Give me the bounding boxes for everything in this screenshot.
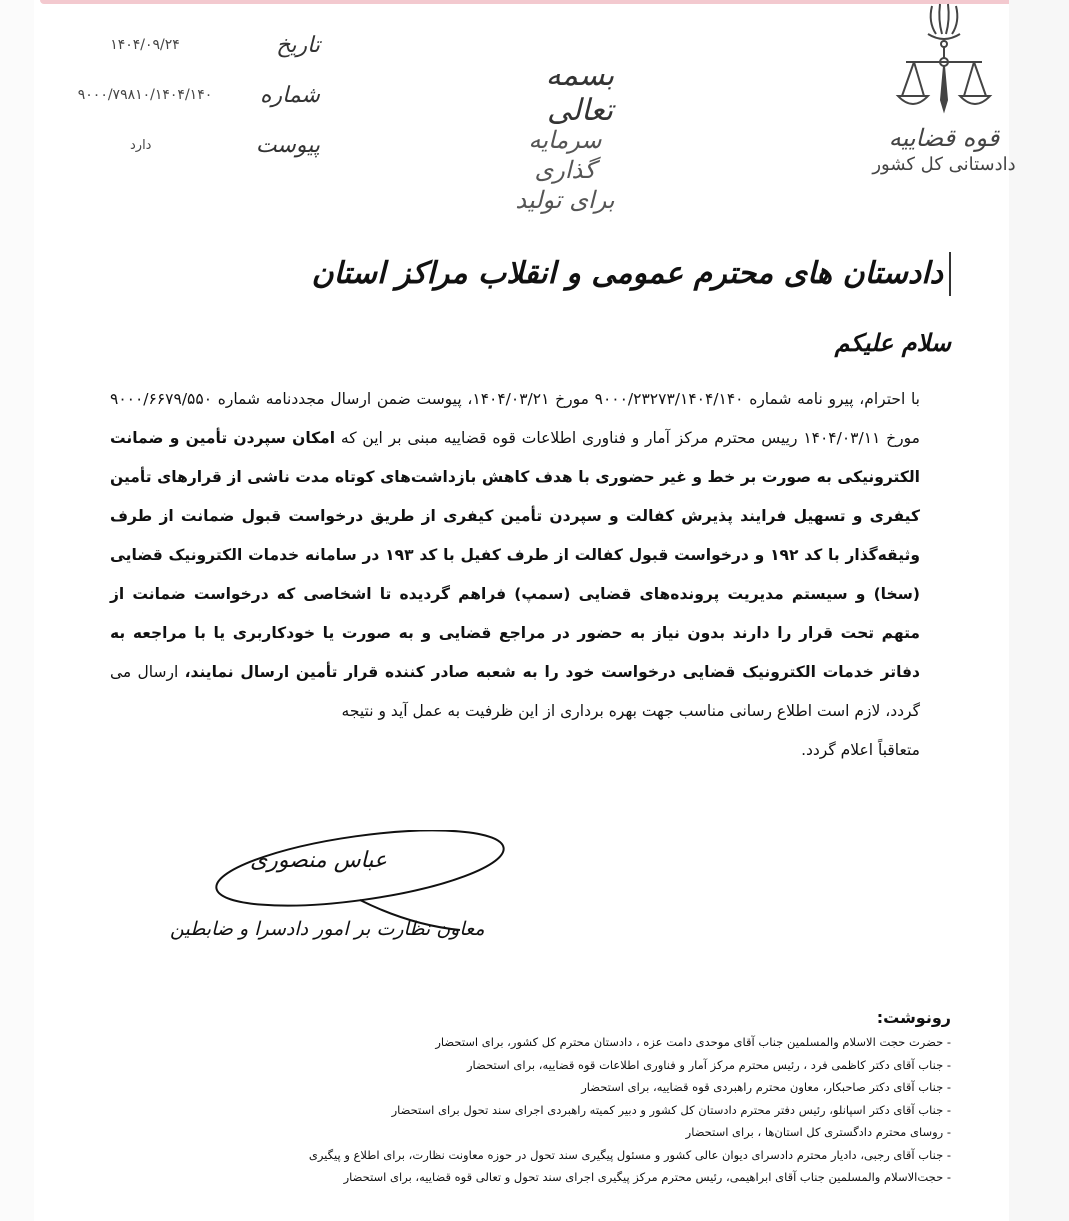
scan-margin-left: [0, 0, 34, 1221]
addressee: دادستان های محترم عمومی و انقلاب مراکز استان: [312, 252, 951, 296]
attachment-row: [40, 128, 320, 162]
letter-body: [110, 380, 920, 770]
cc-item: - حجت‌الاسلام والمسلمین جناب آقای ابراهیمی، رئیس محترم مرکز پیگیری اجرای سند تحول و تعالی قوه قضاییه، برای استحضار: [343, 1170, 951, 1184]
judiciary-emblem: [859, 0, 1029, 175]
emblem-department: دادستانی کل کشور: [872, 154, 1016, 175]
number-label: شماره: [259, 82, 320, 108]
year-motto: سرمایه گذاری برای تولید: [515, 126, 615, 214]
cc-item: - روسای محترم دادگستری کل استان‌ها ، برای استحضار: [685, 1125, 951, 1139]
signature-block: [160, 830, 560, 950]
cc-item: - جناب آقای رجبی، دادیار محترم دادسرای دیوان عالی کشور و مسئول پیگیری سند تحول در حوزه معاونت نظارت، برای اطلاع و پیگیری: [308, 1147, 951, 1162]
letter-meta: [40, 28, 320, 178]
scan-margin-right: [1009, 0, 1069, 1221]
attachment-value: دارد: [130, 137, 152, 153]
cc-item: - حضرت حجت الاسلام والمسلمین جناب آقای موحدی دامت عزه ، دادستان محترم کل کشور، برای استحضار: [435, 1035, 951, 1049]
cc-list: [121, 1008, 951, 1189]
number-value: ۹۰۰۰/۷۹۸۱۰/۱۴۰۴/۱۴۰: [77, 87, 213, 103]
date-label: تاریخ: [276, 32, 320, 58]
date-row: [40, 28, 320, 62]
scales-of-justice-icon: [884, 0, 1004, 120]
signatory-title: معاون نظارت بر امور دادسرا و ضابطین: [170, 918, 485, 940]
body-intro: با احترام، پیرو نامه شماره ۹۰۰۰/۲۳۲۷۳/۱۴۰۴/۱۴۰ مورخ ۱۴۰۴/۰۳/۲۱، پیوست ضمن ارسال مجددنامه شماره ۹۰۰۰/۶۶۷۹/۵۵۰ مورخ ۱۴۰۴/۰۳/۱۱ رییس محترم مرکز آمار و فناوری اطلاعات قوه قضاییه مبنی بر این که: [110, 390, 920, 447]
date-value: ۱۴۰۴/۰۹/۲۴: [110, 37, 180, 53]
signatory-name: عباس منصوری: [250, 848, 388, 873]
attachment-label: پیوست: [255, 132, 320, 158]
body-closing: متعاقباً اعلام گردد.: [801, 741, 920, 759]
cc-item: - جناب آقای دکتر کاظمی فرد ، رئیس محترم مرکز آمار و فناوری اطلاعات قوه قضاییه، برای استحضار: [466, 1057, 951, 1072]
body-emphasis: امکان سپردن تأمین و ضمانت الکترونیکی به صورت بر خط و غیر حضوری با هدف کاهش بازداشت‌های کوتاه مدت ناشی از قرارهای تأمین کیفری و تسهیل فرایند پذیرش کفالت و سپردن تأمین کیفری از طریق درخواست قبول ضمانت از طرف وثیقه‌گذار با کد ۱۹۲ و درخواست قبول کفالت از طرف کفیل با کد ۱۹۳ در سامانه خدمات الکترونیک قضایی (سخا) و سیستم مدیریت پرونده‌های قضایی (سمپ) فراهم گردیده تا اشخاصی که درخواست ضمانت از متهم تحت قرار را دارند بدون نیاز به حضور در مراجع قضایی و به صورت یا خودکاربری یا با مراجعه به دفاتر خدمات الکترونیک قضایی درخواست خود را به شعبه صادر کننده قرار تأمین ارسال نمایند،: [110, 429, 920, 681]
cc-item: - جناب آقای دکتر صاحبکار، معاون محترم راهبردی قوه قضاییه، برای استحضار: [581, 1080, 951, 1094]
emblem-organization: قوه قضاییه: [888, 124, 1000, 152]
body-request: ارسال می گردد، لازم است اطلاع رسانی مناسب جهت بهره برداری از این ظرفیت به عمل آید و نتیجه: [110, 663, 920, 720]
number-row: [40, 78, 320, 112]
cc-title: رونوشت:: [876, 1008, 951, 1027]
greeting: سلام علیکم: [834, 328, 951, 357]
bismillah-heading: بسمه تعالی: [545, 58, 615, 128]
cc-item: - جناب آقای دکتر اسپانلو، رئیس دفتر محترم دادستان کل کشور و دبیر کمیته راهبردی اجرای سند تحول برای استحضار: [391, 1102, 951, 1117]
